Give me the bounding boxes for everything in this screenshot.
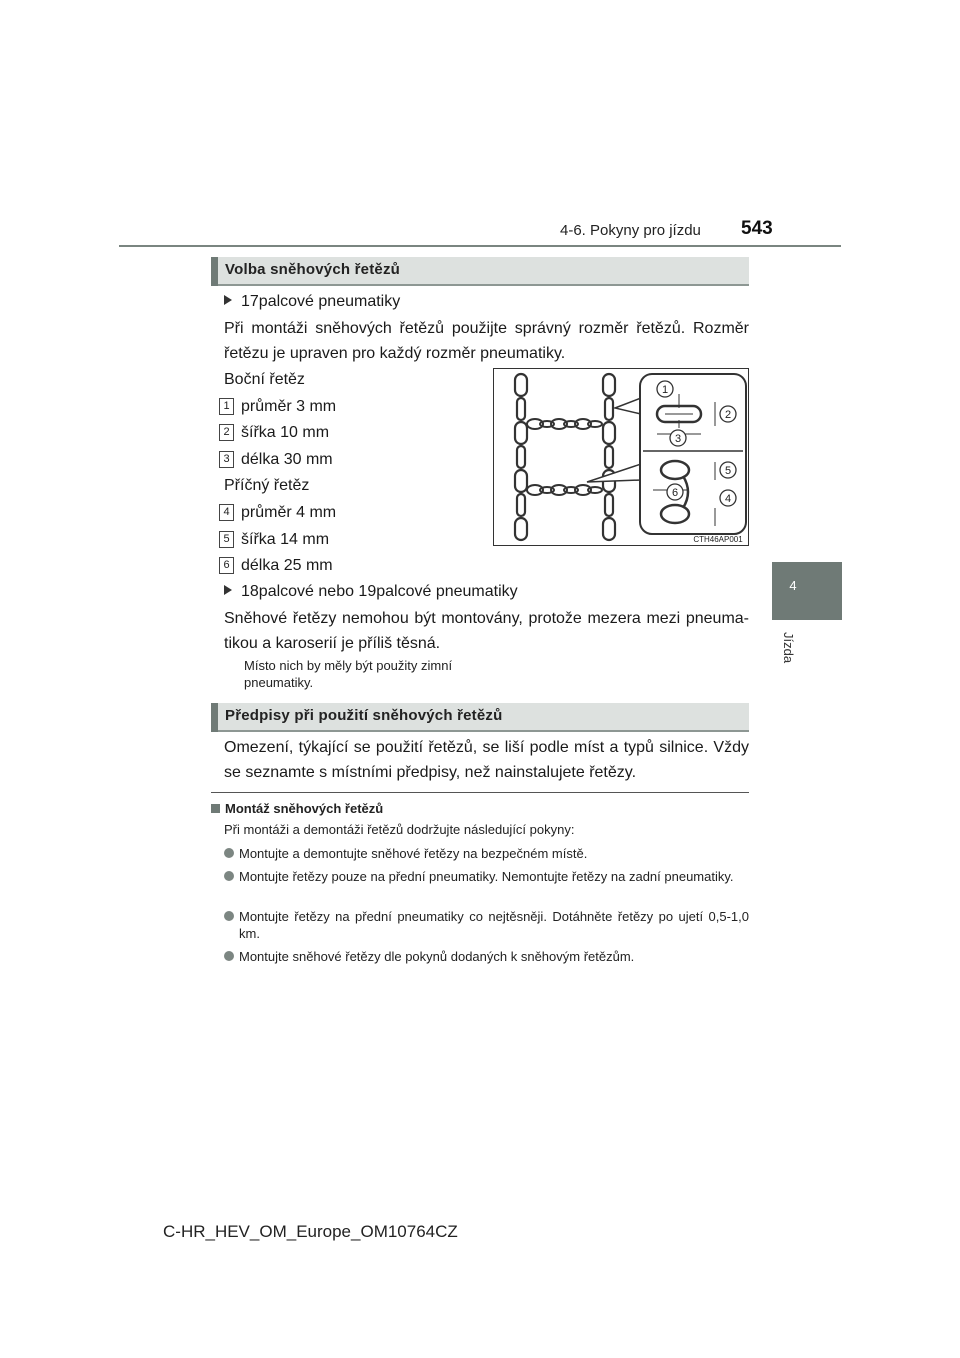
callout-number: 6 [219, 557, 234, 574]
notes-divider [211, 792, 749, 793]
item-17-inch-label: 17palcové pneumatiky [224, 289, 400, 314]
section-title: Předpisy při použití sněhových řetězů [225, 707, 503, 724]
snow-chain-figure [493, 368, 749, 546]
item-18-19-inch-label: 18palcové nebo 19palcové pneumatiky [224, 579, 518, 604]
heading-accent [211, 257, 218, 286]
figure-callout: 2 [724, 409, 732, 421]
callout-number: 2 [219, 424, 234, 441]
spec-row: 1 průměr 3 mm [219, 394, 336, 419]
section-header: 4-6. Pokyny pro jízdu [560, 222, 701, 239]
triangle-bullet-icon [224, 295, 232, 305]
section-heading-chain-selection [211, 257, 749, 286]
page-number: 543 [741, 218, 773, 239]
circle-bullet-icon [224, 911, 234, 921]
item-18-19-inch-text: Sněhové řetězy nemohou být montovány, protože mezera mezi pneuma- tikou a karoserií je příliš těsná. [224, 610, 749, 652]
section-heading-chain-regulations [211, 703, 749, 732]
notes-bullet: Montujte řetězy pouze na přední pneumatiky. Nemontujte řetězy na zadní pneumatiky. [224, 868, 749, 885]
side-chain-label: Boční řetěz [224, 371, 305, 388]
figure-code: CTH46AP001 [693, 535, 743, 544]
header-rule [119, 245, 841, 247]
regulations-text: Omezení, týkající se použití řetězů, se liší podle míst a typů silnice. Vždy se seznamte s místními předpisy, než nainstalujete řetězy. [224, 739, 749, 781]
spec-row: 5 šířka 14 mm [219, 527, 329, 552]
notes-heading: Montáž sněhových řetězů [211, 801, 383, 816]
notes-bullet: Montujte sněhové řetězy dle pokynů dodaných k sněhovým řetězům. [224, 948, 749, 965]
notes-intro: Při montáži a demontáži řetězů dodržujte následující pokyny: [224, 822, 575, 837]
figure-callout: 5 [724, 465, 732, 477]
notes-bullet: Montujte řetězy na přední pneumatiky co nejtěsněji. Dotáhněte řetězy po ujetí 0,5-1,0 km. [224, 908, 749, 942]
cross-chain-label: Příčný řetěz [224, 477, 310, 494]
document-code: C-HR_HEV_OM_Europe_OM10764CZ [163, 1222, 458, 1241]
heading-accent [211, 703, 218, 732]
spec-row: 3 délka 30 mm [219, 447, 333, 472]
callout-number: 4 [219, 504, 234, 521]
figure-callout: 1 [661, 384, 669, 396]
figure-callout: 4 [724, 493, 732, 505]
snow-chain-illustration [493, 368, 749, 546]
circle-bullet-icon [224, 951, 234, 961]
item-17-inch-text: Při montáži sněhových řetězů použijte správný rozměr řetězů. Rozměr řetězu je upraven pro každý rozměr pneumatiky. [224, 320, 749, 362]
figure-callout: 6 [671, 487, 679, 499]
chapter-tab-number: 4 [789, 578, 797, 593]
spec-row: 6 délka 25 mm [219, 553, 333, 578]
callout-number: 1 [219, 398, 234, 415]
triangle-bullet-icon [224, 585, 232, 595]
square-bullet-icon [211, 804, 220, 813]
callout-number: 3 [219, 451, 234, 468]
spec-row: 2 šířka 10 mm [219, 420, 329, 445]
circle-bullet-icon [224, 871, 234, 881]
notes-bullet: Montujte a demontujte sněhové řetězy na bezpečném místě. [224, 845, 749, 862]
item-18-19-inch-note: Místo nich by měly být použity zimní pneumatiky. [244, 658, 453, 690]
spec-row: 4 průměr 4 mm [219, 500, 336, 525]
chapter-tab-label: Jízda [781, 632, 796, 664]
callout-number: 5 [219, 531, 234, 548]
section-title: Volba sněhových řetězů [225, 261, 401, 278]
figure-callout: 3 [674, 433, 682, 445]
circle-bullet-icon [224, 848, 234, 858]
